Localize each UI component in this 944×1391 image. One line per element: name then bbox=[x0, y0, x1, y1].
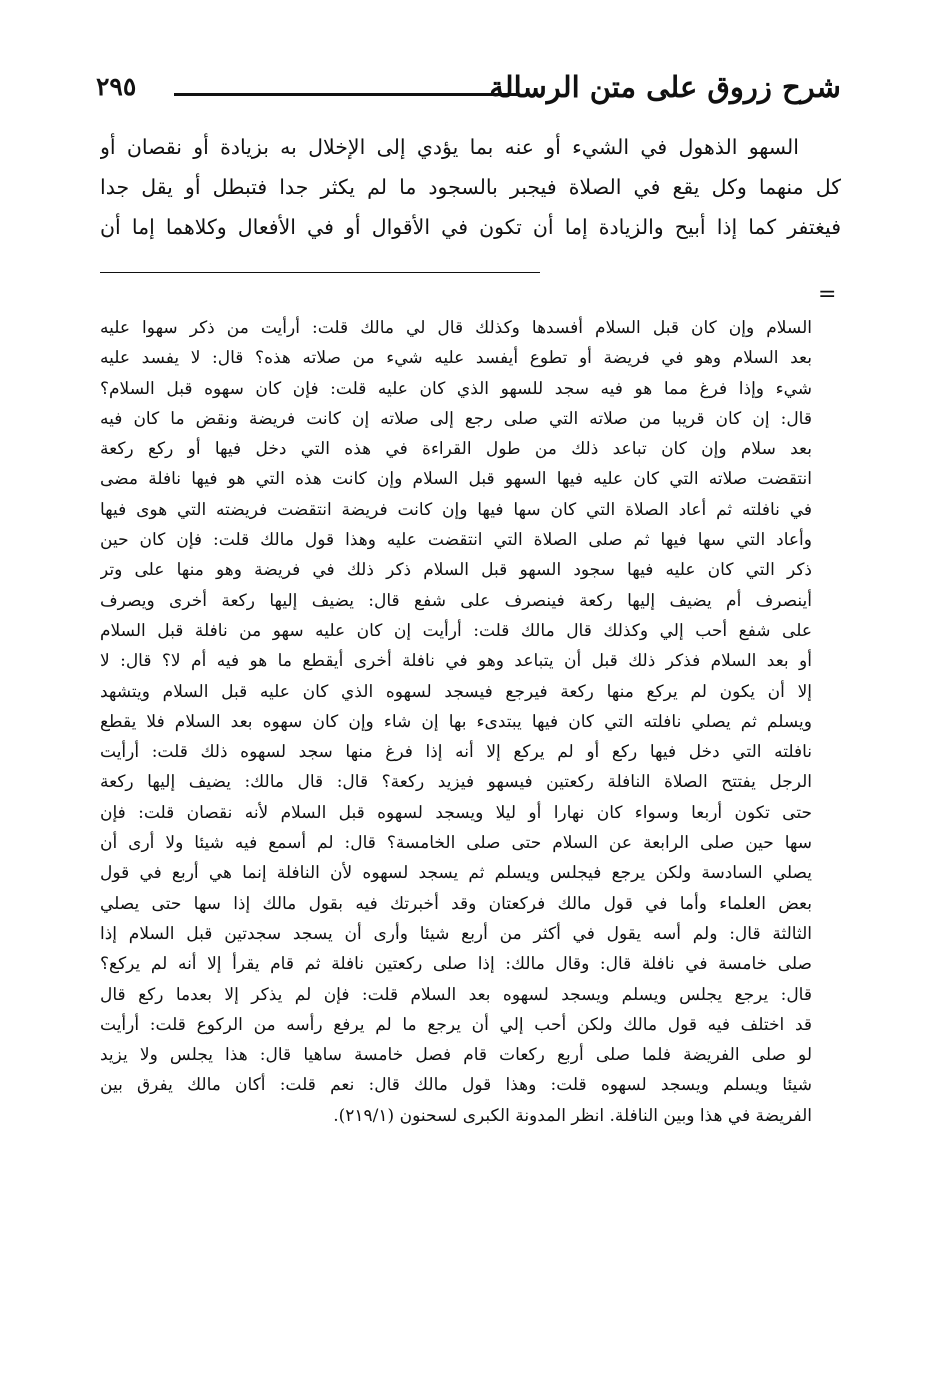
footnote-line: شيئا ويسلم ويسجد لسهوه قلت: وهذا قول مالك قال: نعم قلت: أكان مالك يفرق بين bbox=[100, 1075, 812, 1096]
footnote-line: في نافلته ثم أعاد الصلاة التي كان سها فيها وإن كانت فريضة انتقضت فريضته التي هوى فيها bbox=[100, 499, 812, 520]
footnote-line: حتى تكون أربعا وسواء كان نهارا أو ليلا ويسجد لسهوه قبل السلام لأنه نقصان قلت: فإن bbox=[100, 802, 812, 823]
footnote-line: بعض العلماء وأما في قول مالك فركعتان وقد أخبرتك فيه بقول مالك إذا سها حتى يصلي bbox=[100, 893, 812, 914]
footnote-line: نافلته التي دخل فيها ركع أو لم يركع إلا أنه إذا فرغ منها سجد لسهوه ذلك قلت: أرأيت bbox=[100, 742, 812, 763]
footnote-line: وأعاد التي سها فيها ثم صلى الصلاة التي انتقضت عليه وهذا قول مالك قلت: فإن كان حين bbox=[100, 530, 812, 551]
footnote-line: بعد سلام وإن كان تباعد ذلك من طول القراءة في هذه التي دخل فيها أو ركع ركعة bbox=[100, 439, 812, 460]
footnote-line: قد اختلف فيه قول مالك ولكن أحب إلي أن يرجع ما لم يرفع رأسه من الركوع قلت: أرأيت bbox=[100, 1014, 812, 1035]
footnote-line: قال: إن كان قريبا من صلاته التي صلى رجع إلى صلاته إن كانت فريضة ونقض ما كان فيه bbox=[100, 408, 812, 429]
footnote-line: السلام وإن كان قبل السلام أفسدها وكذلك قال لي مالك قلت: أرأيت من ذكر سهوا عليه bbox=[100, 318, 812, 338]
main-text-line: السهو الذهول في الشيء أو عنه بما يؤدي إلى الإخلال به بزيادة أو نقصان أو bbox=[100, 135, 799, 159]
footnote-line: شيء وإذا فرغ مما هو فيه سجد للسهو الذي كان عليه قلت: فإن كان سهوه قبل السلام؟ bbox=[100, 378, 812, 399]
footnote-line: الثالثة قال: ولم أسه يقول في أكثر من أربع شيئا وأرى أن يسجد سجدتين قبل السلام إذا bbox=[100, 923, 812, 944]
footnote-line: ويسلم ثم يصلي نافلته التي كان فيها يبتدىء بها إن شاء وإن كان سهوه بعد السلام فلا يقطع bbox=[100, 711, 812, 732]
footnote-line: الرجل يفتتح الصلاة النافلة ركعتين فيسهو فيزيد ركعة؟ قال: قال مالك: يضيف إليها ركعة bbox=[100, 772, 812, 793]
footnote-line: بعد السلام وهو في فريضة أو تطوع أيفسد عليه شيء من صلاته هذه؟ قال: لا يفسد عليه bbox=[100, 348, 812, 369]
footnote-line: لو صلى الفريضة فلما صلى أربع ركعات قام فصل خامسة ساهيا قال: هذا يجلس ولا يزيد bbox=[100, 1045, 812, 1066]
footnote-line: سها حين صلى الرابعة عن السلام حتى صلى الخامسة؟ قال: لم أسمع فيه شيئا ولا أرى أن bbox=[100, 833, 812, 854]
page-number: ٢٩٥ bbox=[96, 72, 137, 101]
book-title: شرح زروق على متن الرسالة bbox=[489, 70, 841, 104]
footnote-separator bbox=[100, 272, 540, 273]
footnote-line: صلى خامسة في نافلة قال: وقال مالك: إذا صلى ركعتين نافلة ثم قام يقرأ إلا أنه لم يركع؟ bbox=[100, 954, 812, 975]
footnote-line: انتقضت صلاته التي كان عليه فيها السهو قبل السلام وإن كانت هذه التي هو فيها نافلة مضى bbox=[100, 469, 812, 490]
header-rule bbox=[174, 93, 519, 96]
footnote-line: إلا أن يكون لم يركع منها ركعة فيرجع فيسجد لسهوه الذي كان عليه قبل السلام ويتشهد bbox=[100, 681, 812, 702]
main-text-line: فيغتفر كما إذا أبيح والزيادة إما أن تكون في الأقوال أو في الأفعال وكلاهما إما أن bbox=[100, 215, 841, 239]
footnote-line: الفريضة في هذا وبين النافلة. انظر المدونة الكبرى لسحنون (٢١٩/١). bbox=[333, 1105, 812, 1126]
footnote-continuation-mark: = bbox=[818, 282, 837, 307]
footnote-text bbox=[100, 313, 812, 1131]
footnote-line: قال: يرجع يجلس ويسلم ويسجد لسهوه بعد السلام قلت: فإن لم يذكر إلا بعدما ركع قال bbox=[100, 984, 812, 1005]
footnote-line: على شفع أحب إلي وكذلك قال مالك قلت: أرأيت إن كان عليه سهو من نافلة قبل السلام bbox=[100, 620, 812, 641]
main-text-line: كل منهما وكل يقع في الصلاة فيجبر بالسجود ما لم يكثر جدا فتبطل أو يقل جدا bbox=[100, 175, 841, 199]
page-header bbox=[96, 64, 841, 114]
footnote-line: يصلي السادسة ولكن يرجع فيجلس ويسلم ثم يسجد لسهوه لأن النافلة إنما هي أربع في قول bbox=[100, 863, 812, 884]
footnote-line: أو بعد السلام فذكر ذلك قبل أن يتباعد وهو في نافلة أخرى أيقطع ما هو فيه أم لا؟ قال: لا bbox=[100, 651, 812, 672]
main-text bbox=[100, 127, 841, 247]
footnote-line: أينصرف أم يضيف إليها ركعة فينصرف على شفع قال: يضيف إليها ركعة أخرى ويصرف bbox=[100, 590, 812, 611]
footnote-line: ذكر التي كان عليه فيها سجود السهو قبل السلام ذكر ذلك في فريضة وهو منها على وتر bbox=[100, 560, 812, 581]
